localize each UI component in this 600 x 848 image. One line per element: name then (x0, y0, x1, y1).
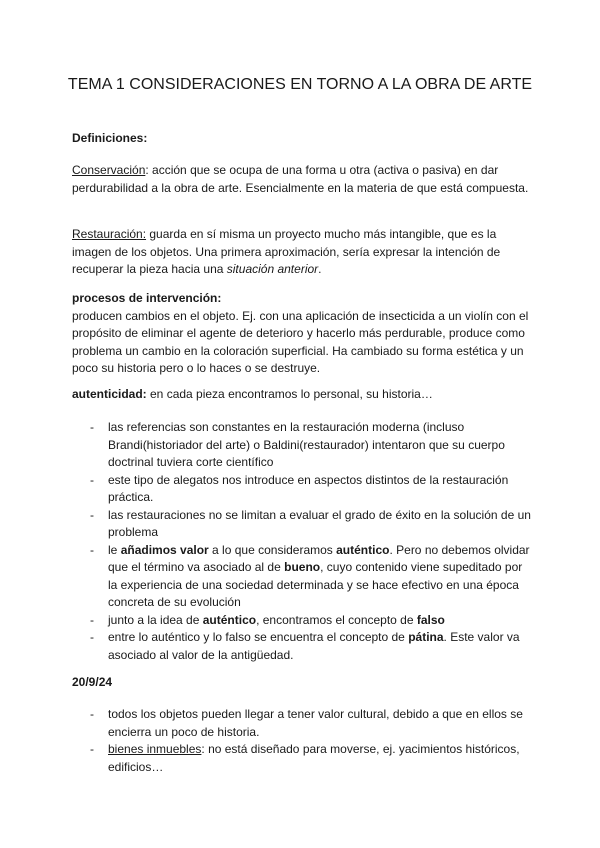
list-item-text: , cuyo contenido viene supeditado por la experiencia de una sociedad determinada y se hace efectivo en una época concreta de su evolución (108, 560, 523, 609)
definitions-heading: Definiciones: (72, 131, 148, 145)
term-autenticidad: autenticidad: (72, 387, 147, 401)
list-item (72, 419, 532, 472)
bold-autentico: auténtico (336, 542, 390, 557)
list-item (72, 706, 532, 741)
list-item-text: a lo que consideramos (208, 542, 337, 557)
bold-anadimos-valor: añadimos valor (120, 542, 209, 557)
list-item (72, 542, 532, 612)
list-item-text: las referencias son constantes en la restauración moderna (incluso Brandi(historiador del arte) o Baldini(restaurador) intentaron que su cuerpo doctrinal tuviera corte científico (108, 420, 505, 469)
bold-patina: pátina (408, 630, 444, 644)
definition-conservacion (72, 162, 532, 197)
list-item-text: : no está diseñado para moverse, ej. yacimientos históricos, edificios… (108, 742, 520, 774)
procesos-heading: procesos de intervención: (72, 291, 222, 305)
section-procesos (72, 290, 532, 378)
bullet-list-autenticidad (72, 419, 532, 664)
bold-autentico: auténtico (202, 612, 257, 627)
bold-falso: falso (416, 612, 445, 627)
italic-situacion-anterior: situación anterior (226, 262, 319, 276)
bullet-list-date (72, 706, 532, 776)
term-conservacion: Conservación (72, 163, 146, 177)
list-item-text: junto a la idea de (108, 612, 203, 627)
list-item-text: le (108, 542, 121, 557)
list-item-text: , encontramos el concepto de (256, 612, 417, 627)
definition-restauracion (72, 226, 532, 279)
definition-autenticidad (72, 386, 532, 404)
text-autenticidad: en cada pieza encontramos lo personal, su historia… (146, 387, 433, 401)
list-item (72, 472, 532, 507)
page-title: TEMA 1 CONSIDERACIONES EN TORNO A LA OBRA DE ARTE (67, 76, 533, 93)
text-restauracion: guarda en sí misma un proyecto mucho más intangible, que es la imagen de los objetos. Una primera aproximación, sería expresar la intención de recuperar la pieza hacia una (72, 227, 501, 276)
list-item-text: entre lo auténtico y lo falso se encuentra el concepto de (108, 630, 409, 644)
list-item (72, 741, 532, 776)
list-item-text: este tipo de alegatos nos introduce en aspectos distintos de la restauración práctica. (108, 472, 509, 504)
date-heading: 20/9/24 (72, 675, 113, 689)
bold-bueno: bueno (284, 560, 321, 574)
list-item-text: . Este valor va asociado al valor de la antigüedad. (108, 630, 520, 662)
text-conservacion: : acción que se ocupa de una forma u otra (activa o pasiva) en dar perdurabilidad a la obra de arte. Esencialmente en la materia de que está compuesta. (72, 163, 529, 195)
list-item-text: todos los objetos pueden llegar a tener valor cultural, debido a que en ellos se encierra un poco de historia. (108, 707, 523, 739)
list-item (72, 507, 532, 542)
list-item (72, 612, 532, 630)
list-item-text: . Pero no debemos olvidar que el término va asociado al de (108, 542, 530, 574)
procesos-text: producen cambios en el objeto. Ej. con una aplicación de insecticida a un violín con el propósito de eliminar el agente de deterioro y hacerlo más perdurable, produce como problema un cambio en la coloración superficial. Ha cambiado su forma estética y un poco su historia pero o lo haces o se destruye. (72, 308, 529, 375)
term-bienes-inmuebles: bienes inmuebles (108, 742, 202, 756)
list-item (72, 629, 532, 664)
term-restauracion: Restauración: (72, 227, 147, 241)
list-item-text: las restauraciones no se limitan a evaluar el grado de éxito en la solución de un problema (108, 507, 531, 539)
text-restauracion-end: . (318, 262, 322, 276)
